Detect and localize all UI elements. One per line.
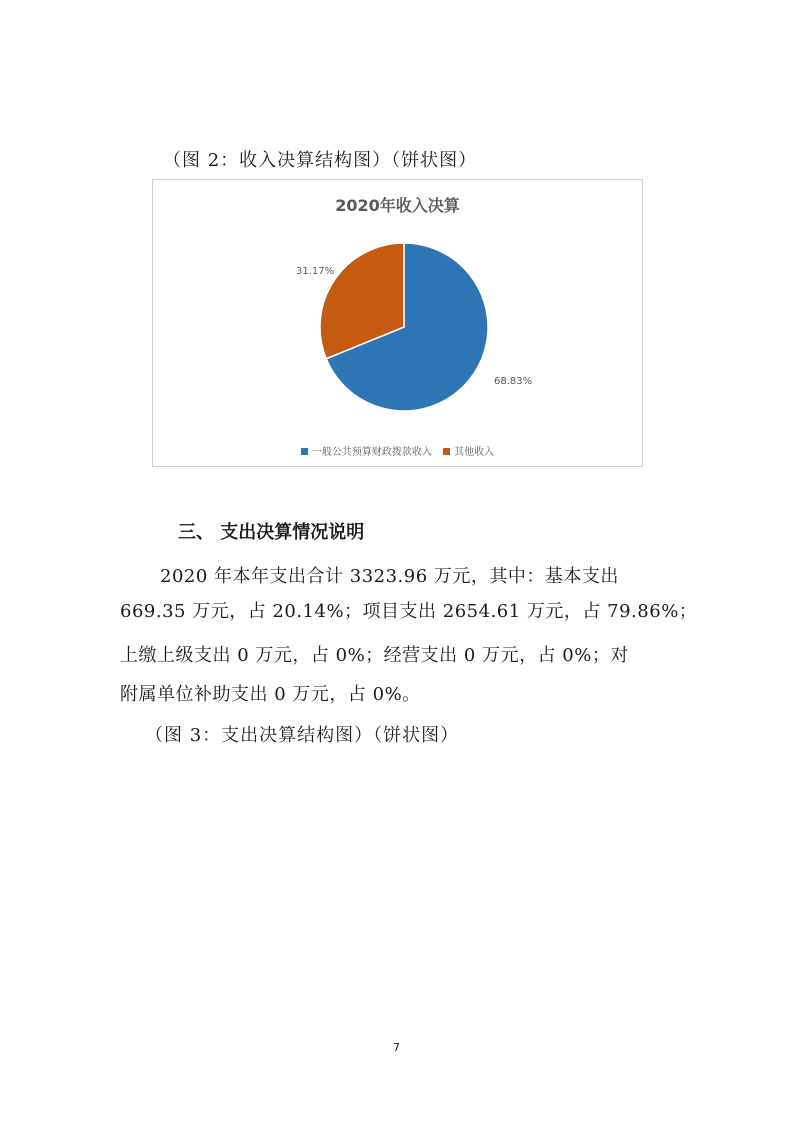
figure-2-caption: （图 2：收入决算结构图）（饼状图） <box>163 150 478 171</box>
figure-3-caption: （图 3：支出决算结构图）（饼状图） <box>145 725 460 746</box>
section-heading: 三、 支出决算情况说明 <box>178 522 365 543</box>
page-number: 7 <box>393 1041 400 1054</box>
body-line-3: 上缴上级支出 0 万元，占 0%；经营支出 0 万元，占 0%；对 <box>120 645 629 666</box>
legend-label-other-income: 其他收入 <box>454 447 495 458</box>
body-line-4: 附属单位补助支出 0 万元，占 0%。 <box>120 684 421 705</box>
legend-swatch-orange <box>443 448 450 455</box>
legend-swatch-blue <box>301 448 308 455</box>
body-line-2: 669.35 万元，占 20.14%；项目支出 2654.61 万元，占 79.86%； <box>120 601 698 622</box>
label-other-income-pct: 31.17% <box>296 266 335 277</box>
legend-item-other-income <box>443 443 494 458</box>
body-line-1: 2020 年本年支出合计 3323.96 万元，其中：基本支出 <box>160 566 619 587</box>
income-pie-chart <box>152 179 643 467</box>
chart-title: 2020年收入决算 <box>335 196 460 215</box>
pie-svg <box>153 180 642 466</box>
label-general-budget-pct: 68.83% <box>494 376 533 387</box>
legend-label-general-budget: 一般公共预算财政拨款收入 <box>311 447 432 458</box>
legend-item-general-budget <box>301 443 432 458</box>
chart-legend <box>153 443 642 458</box>
